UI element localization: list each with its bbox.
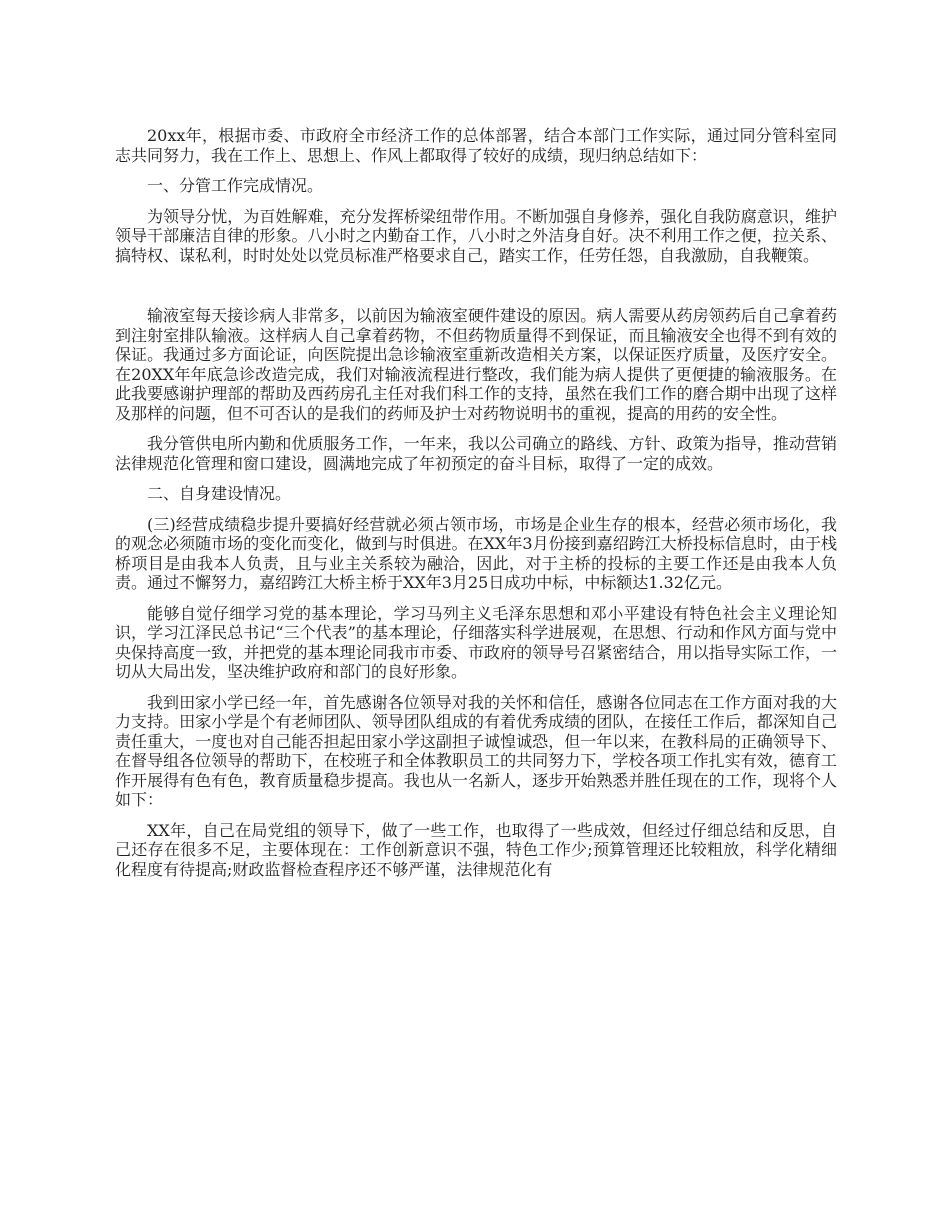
intro-paragraph: 20xx年，根据市委、市政府全市经济工作的总体部署，结合本部门工作实际，通过同分管科室同志共同努力，我在工作上、思想上、作风上都取得了较好的成绩，现归纳总结如下： (115, 126, 837, 165)
paragraph-infusion-room: 输液室每天接诊病人非常多，以前因为输液室硬件建设的原因。病人需要从药房领药后自己拿着药到注射室排队输液。这样病人自己拿着药物，不但药物质量得不到保证，而且输液安全也得不到有效的保证。我通过多方面论证，向医院提出急诊输液室重新改造相关方案，以保证医疗质量，及医疗安全。在20XX年年底急诊改造完成，我们对输液流程进行整改，我们能为病人提供了更便捷的输液服务。在此我要感谢护理部的帮助及西药房孔主任对我们科工作的支持，虽然在我们工作的磨合期中出现了这样及那样的问题，但不可否认的是我们的药师及护士对药物说明书的重视，提高的用药的安全性。 (115, 306, 837, 423)
paragraph-school-work: 我到田家小学已经一年，首先感谢各位领导对我的关怀和信任，感谢各位同志在工作方面对我的大力支持。田家小学是个有老师团队、领导团队组成的有着优秀成绩的团队，在接任工作后，都深知自己责任重大，一度也对自己能否担起田家小学这副担子诚惶诚恐，但一年以来，在教科局的正确领导下、在督导组各位领导的帮助下，在校班子和全体教职员工的共同努力下，学校各项工作扎实有效，德育工作开展得有色有色，教育质量稳步提高。我也从一名新人，逐步开始熟悉并胜任现在的工作，现将个人如下： (115, 692, 837, 809)
blank-gap (115, 276, 837, 306)
document-body (115, 126, 837, 890)
paragraph-business-results: (三)经营成绩稳步提升要搞好经营就必须占领市场，市场是企业生存的根本，经营必须市场化，我的观念必须随市场的变化而变化，做到与时俱进。在XX年3月份接到嘉绍跨江大桥投标信息时，由于栈桥项目是由我本人负责，且与业主关系较为融洽，因此，对于主桥的投标的主要工作还是由我本人负责。通过不懈努力，嘉绍跨江大桥主桥于XX年3月25日成功中标，中标额达1.32亿元。 (115, 514, 837, 592)
paragraph-power-supply: 我分管供电所内勤和优质服务工作，一年来，我以公司确立的路线、方针、政策为指导，推动营销法律规范化管理和窗口建设，圆满地完成了年初预定的奋斗目标，取得了一定的成效。 (115, 434, 837, 473)
section-heading-1: 一、分管工作完成情况。 (147, 176, 324, 195)
paragraph-shortcomings: XX年，自己在局党组的领导下，做了一些工作，也取得了一些成效，但经过仔细总结和反思，自己还存在很多不足，主要体现在：工作创新意识不强，特色工作少;预算管理还比较粗放，科学化精细化程度有待提高;财政监督检查程序还不够严谨，法律规范化有 (115, 820, 837, 879)
paragraph-integrity: 为领导分忧，为百姓解难，充分发挥桥梁纽带作用。不断加强自身修养，强化自我防腐意识，维护领导干部廉洁自律的形象。八小时之内勤奋工作，八小时之外洁身自好。决不利用工作之便，拉关系、搞特权、谋私利，时时处处以党员标准严格要求自己，踏实工作，任劳任怨，自我激励，自我鞭策。 (115, 206, 837, 265)
paragraph-theory-study: 能够自觉仔细学习党的基本理论，学习马列主义毛泽东思想和邓小平建设有特色社会主义理论知识，学习江泽民总书记“三个代表”的基本理论，仔细落实科学进展观，在思想、行动和作风方面与党中央保持高度一致，并把党的基本理论同我市市委、市政府的领导号召紧密结合，用以指导实际工作，一切从大局出发，坚决维护政府和部门的良好形象。 (115, 603, 837, 681)
section-heading-2: 二、自身建设情况。 (147, 484, 292, 503)
